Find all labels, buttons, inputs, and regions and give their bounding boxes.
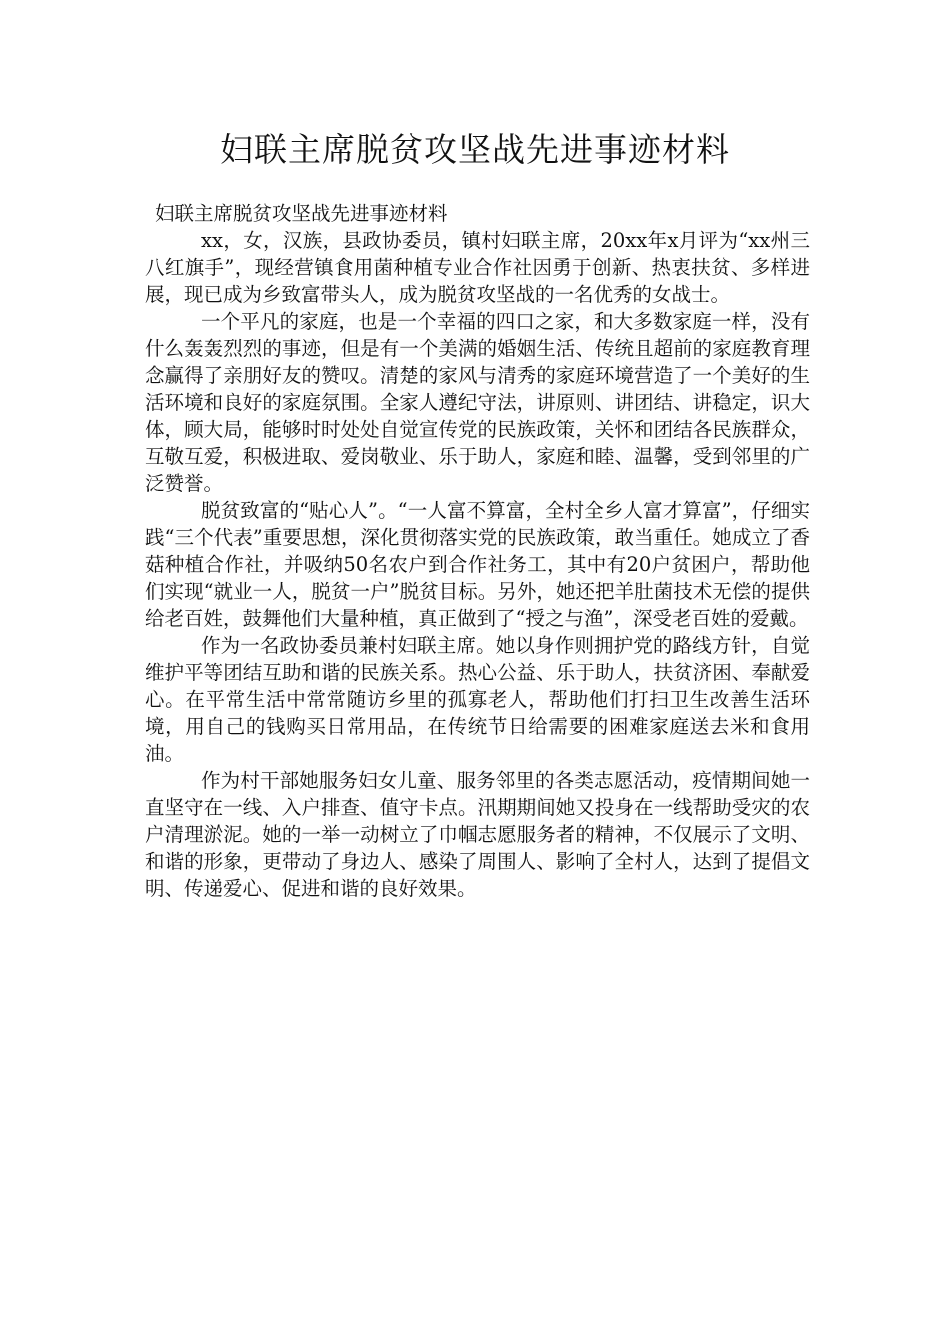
document-subtitle: 妇联主席脱贫攻坚战先进事迹材料 <box>155 202 448 225</box>
paragraph: 作为村干部她服务妇女儿童、服务邻里的各类志愿活动，疫情期间她一直坚守在一线、入户排查、值守卡点。汛期期间她又投身在一线帮助受灾的农户清理淤泥。她的一举一动树立了巾帼志愿服务者的精神，不仅展示了文明、和谐的形象，更带动了身边人、感染了周围人、影响了全村人，达到了提倡文明、传递爱心、促进和谐的良好效果。 <box>145 769 810 900</box>
paragraph: 作为一名政协委员兼村妇联主席。她以身作则拥护党的路线方针，自觉维护平等团结互助和谐的民族关系。热心公益、乐于助人，扶贫济困、奉献爱心。在平常生活中常常随访乡里的孤寡老人，帮助他们打扫卫生改善生活环境，用自己的钱购买日常用品，在传统节日给需要的困难家庭送去米和食用油。 <box>145 634 810 765</box>
paragraph: 一个平凡的家庭，也是一个幸福的四口之家，和大多数家庭一样，没有什么轰轰烈烈的事迹，但是有一个美满的婚姻生活、传统且超前的家庭教育理念赢得了亲朋好友的赞叹。清楚的家风与清秀的家庭环境营造了一个美好的生活环境和良好的家庭氛围。全家人遵纪守法，讲原则、讲团结、讲稳定，识大体，顾大局，能够时时处处自觉宣传党的民族政策，关怀和团结各民族群众，互敬互爱，积极进取、爱岗敬业、乐于助人，家庭和睦、温馨，受到邻里的广泛赞誉。 <box>145 310 810 495</box>
paragraph: 脱贫致富的“贴心人”。“一人富不算富，全村全乡人富才算富”，仔细实践“三个代表”重要思想，深化贯彻落实党的民族政策，敢当重任。她成立了香菇种植合作社，并吸纳50名农户到合作社务工，其中有20户贫困户，帮助他们实现“就业一人，脱贫一户”脱贫目标。另外，她还把羊肚菌技术无偿的提供给老百姓，鼓舞他们大量种植，真正做到了“授之与渔”，深受老百姓的爱戴。 <box>145 499 810 630</box>
paragraph: xx，女，汉族，县政协委员，镇村妇联主席，20xx年x月评为“xx州三八红旗手”，现经营镇食用菌种植专业合作社因勇于创新、热衷扶贫、多样进展，现已成为乡致富带头人，成为脱贫攻坚战的一名优秀的女战士。 <box>145 229 810 306</box>
document-title: 妇联主席脱贫攻坚战先进事迹材料 <box>220 130 730 169</box>
document-body <box>145 200 810 902</box>
